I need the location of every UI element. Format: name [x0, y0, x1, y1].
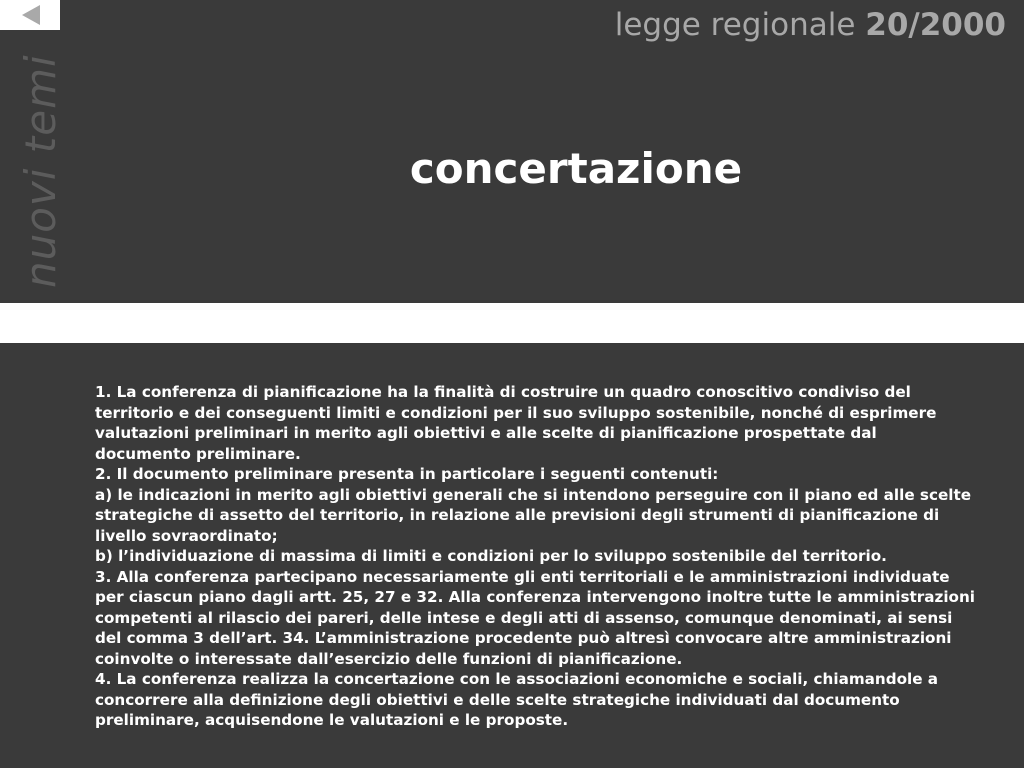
paragraph: 4. La conferenza realizza la concertazione con le associazioni economiche e sociali, chiamandole a concorrere alla definizione degli obiettivi e delle scelte strategiche individuati dal documento preliminare, acquisendone le valutazioni e le proposte. — [95, 670, 939, 729]
header-title-number: 20/2000 — [865, 7, 1006, 43]
header-title-text: legge regionale — [614, 7, 866, 43]
back-button[interactable] — [0, 0, 60, 30]
paragraph: b) l’individuazione di massima di limiti e condizioni per lo sviluppo sostenibile del territorio. — [95, 547, 887, 565]
divider-band — [0, 303, 1024, 343]
triangle-left-icon — [20, 4, 42, 26]
body-text — [95, 382, 975, 731]
paragraph: a) le indicazioni in merito agli obiettivi generali che si intendono perseguire con il piano ed alle scelte strategiche di assetto del territorio, in relazione alle previsioni degli strumenti di pianificazione di livello sovraordinato; — [95, 485, 972, 545]
paragraph: 2. Il documento preliminare presenta in particolare i seguenti contenuti: — [95, 465, 719, 483]
header-title — [615, 7, 1006, 43]
paragraph: 3. Alla conferenza partecipano necessariamente gli enti territoriali e le amministrazioni individuate per ciascun piano dagli artt. 25, 27 e 32. Alla conferenza intervengono inoltre tutte le amministrazioni competenti al rilascio dei pareri, delle intese e degli atti di assenso, comunque denominati, ai sensi del comma 3 dell’art. 34. L’amministrazione procedente può altresì convocare altre amministrazioni coinvolte o interessate dall’esercizio delle funzioni di pianificazione. — [95, 567, 976, 668]
section-label: nuovi temi — [16, 54, 65, 288]
page-title: concertazione — [409, 144, 743, 193]
paragraph: 1. La conferenza di pianificazione ha la finalità di costruire un quadro conoscitivo condiviso del territorio e dei conseguenti limiti e condizioni per il suo sviluppo sostenibile, nonché di esprimere valutazioni preliminari in merito agli obiettivi e alle scelte di pianificazione prospettate dal documento preliminare. — [95, 383, 937, 463]
